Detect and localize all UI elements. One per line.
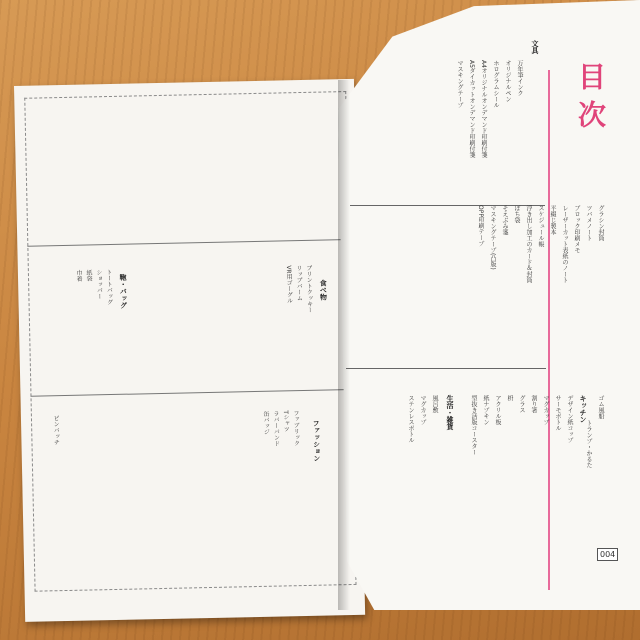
bag-item-4: 巾着	[74, 269, 83, 282]
kitchen-item-9: アクリル板	[494, 395, 501, 425]
living-item-3: ステンレスボトル	[407, 395, 414, 443]
fashion-item-4: 缶バッジ	[261, 410, 270, 435]
stationery-item-4: A4オリジナルオンデマンド印刷付箋	[480, 60, 487, 158]
page-title: 目次	[574, 62, 607, 138]
kitchen-item-3: デザイン紙コップ	[566, 395, 573, 443]
paper-item-5: 平綴じ製本	[549, 205, 556, 235]
kitchen-item-10: 紙ナプキン	[482, 395, 489, 425]
kitchen-item-6: 割り箸	[530, 395, 537, 413]
kitchen-item-11: 型抜き活版コースター	[470, 395, 477, 455]
food-item-1: プリントクッキー	[304, 264, 313, 313]
bag-item-2: ショッパー	[94, 269, 103, 300]
left-dashed-frame	[24, 91, 356, 592]
bag-item-3: 紙袋	[84, 269, 93, 282]
page-number: 004	[597, 548, 618, 561]
stationery-item-2: オリジナルぺン	[504, 60, 511, 102]
fashion-item-3: ラバーバンド	[271, 410, 280, 447]
paper-item-3: ブロック印刷メモ	[573, 205, 580, 253]
fashion-item-1: ファブリック	[291, 410, 300, 447]
right-row-divider-2	[346, 368, 546, 369]
kitchen-item-2: トランプ・かるた	[585, 420, 592, 468]
kitchen-item-8: 枡	[506, 395, 513, 401]
paper-item-8: ぽち袋	[513, 205, 520, 223]
paper-item-1: グラシン封筒	[597, 205, 604, 241]
paper-item-7: 浮き出し加工のカード＆封筒	[525, 205, 532, 283]
living-heading: 生活・雑貨	[446, 395, 454, 430]
kitchen-item-5: マグカップ	[542, 395, 549, 425]
kitchen-item-4: サーモボトル	[554, 395, 561, 431]
left-page	[14, 79, 365, 622]
paper-item-11: OPP印刷テープ	[477, 205, 484, 247]
page-fold-shadow	[338, 80, 350, 610]
paper-item-2: ツバメノート	[585, 205, 592, 241]
stationery-item-6: マスキングテープ	[456, 60, 463, 108]
food-item-3: VR用ゴーグル	[284, 265, 293, 304]
fashion-heading: ファッション	[312, 419, 321, 462]
kitchen-heading: キッチン	[579, 395, 587, 423]
fashion-item-5: ピンバッチ	[51, 415, 60, 446]
paper-item-4: レーザーカット表紙のノート	[561, 205, 568, 283]
paper-item-6: スケジュール帳	[537, 205, 544, 247]
kitchen-item-7: グラス	[518, 395, 525, 413]
stationery-item-1: 万年筆インク	[516, 60, 523, 96]
fashion-item-2: Tシャツ	[281, 410, 290, 433]
living-item-2: マグカップ	[419, 395, 426, 425]
bag-heading: 鞄・バッグ	[118, 273, 128, 309]
stationery-heading: 文具	[531, 40, 539, 54]
paper-item-10: マスキングテープ(凸版)	[489, 205, 496, 270]
title-pink-rule	[548, 70, 550, 590]
stationery-item-5: A5ダイカットオンデマンド印刷付箋	[468, 60, 475, 158]
living-item-1: 風呂敷	[431, 395, 438, 413]
bag-item-1: トートバッグ	[104, 268, 113, 306]
stationery-item-3: ホログラムシール	[492, 60, 499, 108]
food-item-2: リップバーム	[294, 265, 303, 302]
food-heading: 食べ物	[319, 279, 328, 301]
paper-item-9: そえぶみ箋	[501, 205, 508, 235]
kitchen-item-1: ゴム風船	[597, 395, 604, 419]
